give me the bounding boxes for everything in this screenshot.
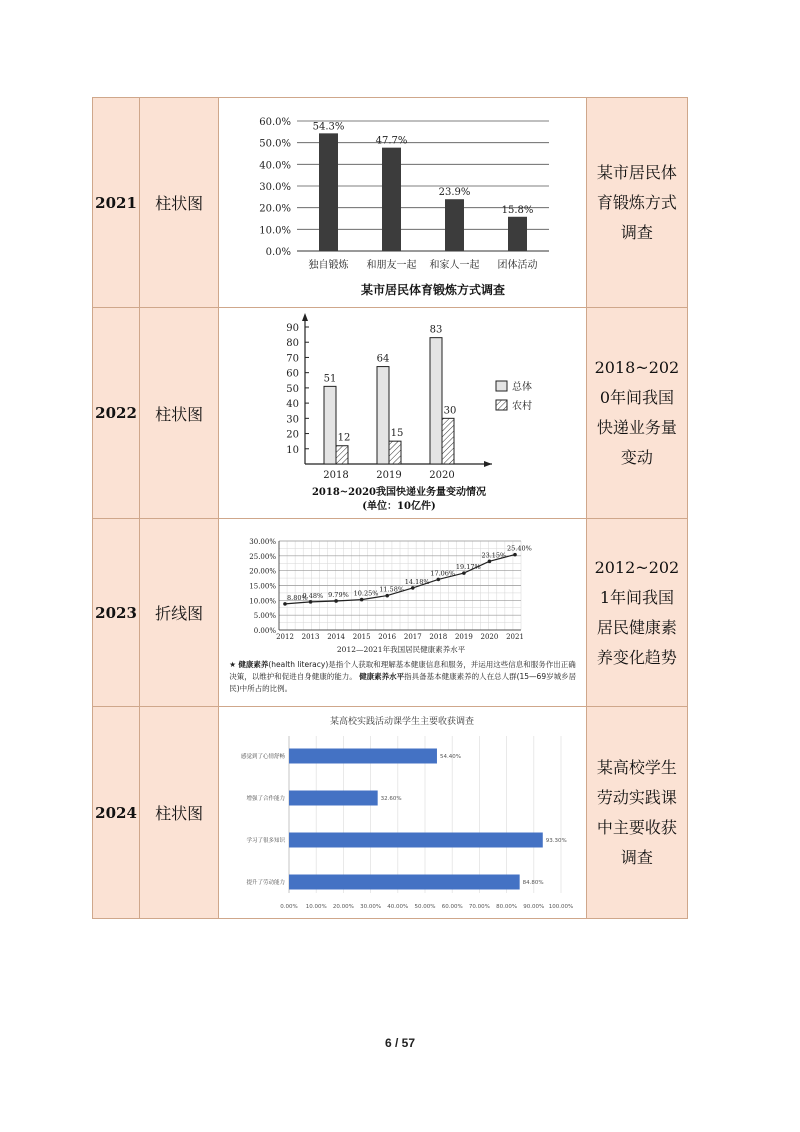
x-tick-label: 2017: [404, 632, 422, 641]
table-row: [93, 98, 688, 308]
y-tick-label: 20.0%: [259, 203, 292, 215]
data-label-rural: 12: [337, 432, 351, 444]
data-point: [437, 577, 441, 581]
chart-title: 2012—2021年我国居民健康素养水平: [337, 644, 466, 654]
x-tick-label: 2014: [327, 632, 346, 641]
description-text: 2012~2021年间我国居民健康素养变化趋势: [594, 557, 680, 667]
chart-type-cell: 柱状图: [140, 308, 219, 519]
data-point: [335, 599, 339, 603]
bar-rural: [389, 441, 401, 464]
y-tick-label: 40.0%: [259, 159, 292, 171]
bar-rural: [336, 445, 348, 463]
data-label: 93.30%: [545, 837, 567, 844]
data-label-rural: 15: [390, 427, 404, 439]
y-tick-label: 40: [286, 398, 300, 410]
y-tick-label: 50.0%: [259, 138, 292, 150]
x-tick-label: 2020: [429, 469, 455, 481]
x-tick-label: 2012: [276, 632, 295, 641]
y-tick-label: 15.00%: [249, 582, 277, 590]
chart-title: 某市居民体育锻炼方式调查: [361, 282, 506, 297]
table-row: [93, 519, 688, 707]
footnote: [219, 659, 586, 695]
health-literacy-line-chart: [219, 531, 585, 659]
x-tick-label: 60.00%: [441, 903, 463, 910]
x-tick-label: 30.00%: [360, 903, 382, 910]
year-cell: 2021: [93, 98, 140, 308]
x-tick-label: 独自锻炼: [308, 259, 349, 271]
x-tick-label: 80.00%: [496, 903, 518, 910]
x-tick-label: 100.00%: [548, 903, 574, 910]
chart-type-cell: 折线图: [140, 519, 219, 707]
legend-label-rural: 农村: [512, 400, 533, 412]
y-tick-label: 30: [286, 413, 300, 425]
chart-cell: [219, 308, 587, 519]
x-tick-label: 和朋友一起: [366, 259, 417, 271]
x-tick-label: 2019: [376, 469, 402, 481]
data-label: 47.7%: [375, 135, 408, 147]
x-tick-label: 20.00%: [333, 903, 355, 910]
y-tick-label: 70: [286, 352, 300, 364]
bar: [289, 832, 543, 847]
y-tick-label: 0.00%: [253, 626, 277, 635]
data-point: [488, 559, 492, 563]
year-cell: 2024: [93, 707, 140, 919]
express-bar-chart: [219, 309, 585, 518]
bar-total: [377, 366, 389, 463]
y-tick-label: 10.00%: [249, 596, 277, 605]
bar: [382, 147, 401, 250]
x-axis-arrow: [484, 461, 492, 467]
x-tick-label: 50.00%: [414, 903, 436, 910]
chart-type-cell: 柱状图: [140, 98, 219, 308]
bar: [289, 874, 520, 889]
x-tick-label: 10.00%: [305, 903, 327, 910]
x-tick-label: 2019: [455, 632, 474, 641]
data-label: 23.15%: [481, 550, 507, 559]
y-tick-label: 增强了合作能力: [246, 795, 286, 802]
y-tick-label: 60.0%: [259, 116, 292, 128]
data-label: 9.79%: [328, 590, 349, 599]
data-label: 11.58%: [379, 585, 405, 594]
legend-swatch-rural: [496, 400, 507, 410]
legend-label-total: 总体: [512, 381, 533, 393]
data-label: 9.48%: [302, 591, 324, 600]
data-label: 25.40%: [507, 544, 532, 553]
data-label: 14.18%: [404, 577, 430, 586]
y-tick-label: 0.0%: [265, 246, 292, 258]
y-tick-label: 5.00%: [253, 611, 277, 620]
bar: [508, 216, 527, 250]
x-tick-label: 2018: [323, 469, 349, 481]
bar-total: [324, 386, 336, 464]
chart-type-cell: 柱状图: [140, 707, 219, 919]
x-tick-label: 70.00%: [469, 903, 491, 910]
bar: [289, 748, 437, 763]
y-tick-label: 90: [286, 322, 300, 334]
description-cell: [586, 98, 687, 308]
table-row: [93, 707, 688, 919]
y-tick-label: 10.0%: [259, 224, 292, 236]
x-tick-label: 2020: [480, 632, 499, 641]
y-tick-label: 感觉到了心情舒畅: [241, 753, 286, 760]
y-tick-label: 25.00%: [249, 552, 277, 561]
note-bullet: ★: [229, 659, 236, 669]
x-tick-label: 0.00%: [280, 903, 298, 910]
y-tick-label: 80: [286, 337, 300, 349]
data-point: [283, 602, 287, 606]
data-point: [360, 597, 364, 601]
chart-cell: [219, 707, 587, 919]
chart-title: 2018~2020我国快递业务量变动情况: [312, 486, 487, 498]
y-tick-label: 提升了劳动能力: [246, 879, 286, 886]
data-label: 15.8%: [501, 204, 534, 216]
x-tick-label: 团体活动: [497, 259, 538, 271]
description-cell: [586, 519, 687, 707]
description-cell: [586, 707, 687, 919]
table-row: [93, 308, 688, 519]
y-tick-label: 30.0%: [259, 181, 292, 193]
data-point: [309, 600, 313, 604]
data-label-rural: 30: [443, 404, 457, 416]
data-label: 32.60%: [380, 795, 402, 802]
description-cell: [586, 308, 687, 519]
data-label: 54.40%: [440, 753, 462, 760]
data-label: 23.9%: [438, 186, 471, 198]
note-term: 健康素养: [238, 659, 269, 669]
x-tick-label: 2013: [301, 632, 320, 641]
data-label-total: 51: [323, 372, 337, 384]
data-label: 54.3%: [312, 120, 345, 132]
legend-swatch-total: [496, 381, 507, 391]
data-point: [411, 586, 415, 590]
x-tick-label: 40.00%: [387, 903, 409, 910]
data-label: 8.80%: [287, 593, 308, 602]
chart-cell: [219, 98, 587, 308]
data-label: 10.25%: [353, 589, 379, 598]
year-cell: 2022: [93, 308, 140, 519]
x-tick-label: 2018: [429, 632, 448, 641]
y-tick-label: 30.00%: [249, 537, 277, 546]
data-label-total: 83: [429, 324, 443, 336]
y-tick-label: 60: [286, 368, 300, 380]
year-cell: 2023: [93, 519, 140, 707]
description-text: 某市居民体育锻炼方式调查: [596, 162, 677, 242]
data-label-total: 64: [376, 353, 390, 365]
y-tick-label: 50: [286, 383, 300, 395]
note-term-en: (health literacy): [268, 659, 329, 669]
x-tick-label: 2015: [352, 632, 371, 641]
x-tick-label: 和家人一起: [429, 259, 480, 271]
chart-subtitle: (单位：10亿件): [362, 500, 436, 512]
bar: [319, 133, 338, 251]
x-tick-label: 90.00%: [523, 903, 545, 910]
y-tick-label: 学习了很多知识: [246, 837, 286, 844]
note-text2: 指具备基本健康素养的人在总人群(15—69岁城乡居民)中所占的比例。: [229, 671, 577, 693]
chart-cell: [219, 519, 587, 707]
description-text: 2018~2020年间我国快递业务量变动: [594, 358, 680, 467]
note-term2: 健康素养水平: [359, 671, 405, 681]
chart-summary-table: [92, 97, 688, 919]
data-label: 19.17%: [456, 562, 481, 571]
bar: [289, 790, 378, 805]
data-point: [513, 552, 517, 556]
harvest-hbar-chart: [219, 708, 585, 918]
data-point: [386, 593, 390, 597]
chart-title: 某高校实践活动课学生主要收获调查: [330, 716, 475, 727]
y-tick-label: 20.00%: [249, 567, 277, 576]
bar-total: [430, 337, 442, 463]
x-tick-label: 2016: [378, 632, 397, 641]
data-label: 84.80%: [522, 879, 544, 886]
page-number: 6 / 57: [384, 1036, 416, 1050]
data-point: [462, 571, 466, 575]
y-axis-arrow: [302, 313, 308, 321]
y-tick-label: 10: [286, 444, 300, 456]
description-text: 某高校学生劳动实践课中主要收获调查: [596, 757, 677, 867]
exercise-bar-chart: [219, 99, 585, 307]
x-tick-label: 2021: [506, 632, 525, 641]
data-label: 17.06%: [430, 568, 456, 577]
note-text: 是指个人获取和理解基本健康信息和服务，并运用这些信息和服务作出正确决策，以维护和促进自身健康的能力。: [229, 659, 576, 681]
bar-rural: [442, 418, 454, 464]
y-tick-label: 20: [286, 429, 300, 441]
bar: [445, 199, 464, 251]
